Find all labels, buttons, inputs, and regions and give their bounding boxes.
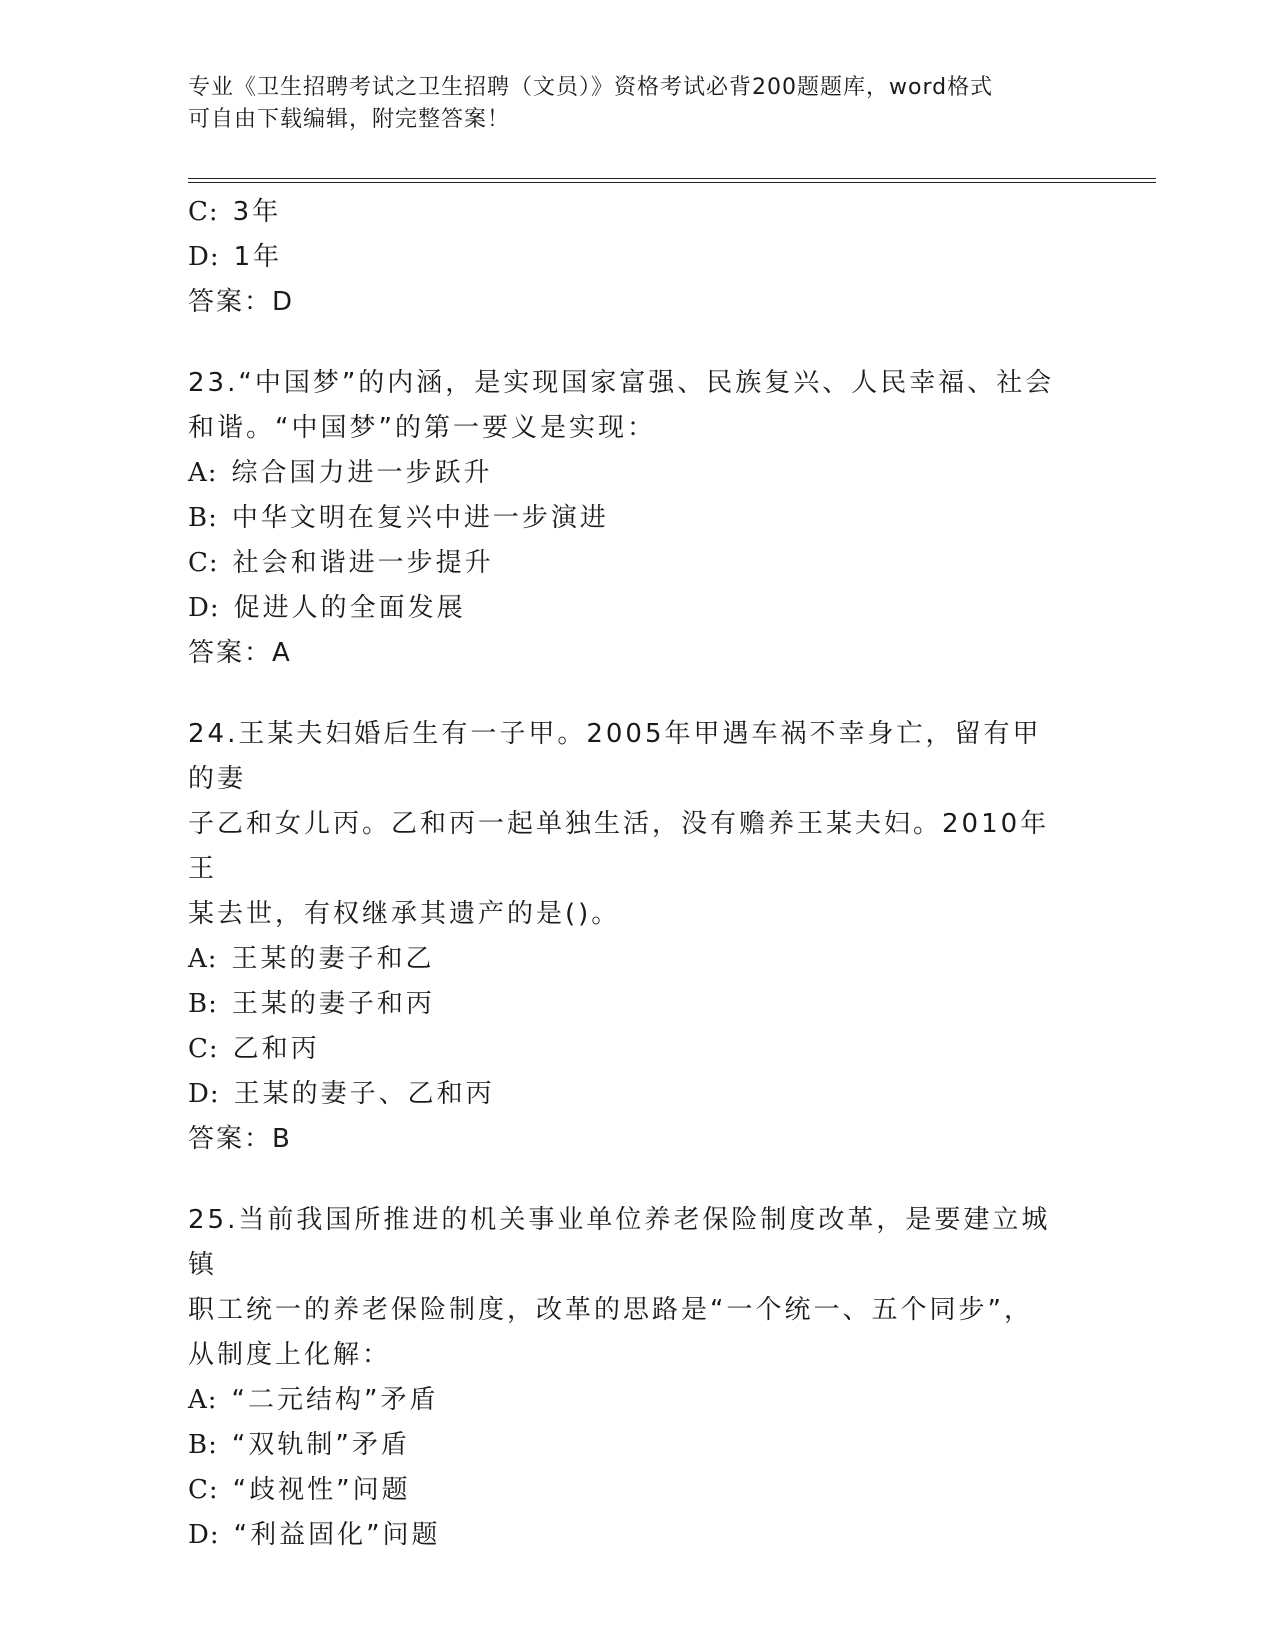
option-text: “二元结构”矛盾 — [231, 1385, 439, 1415]
page-header — [188, 72, 1088, 136]
option-letter: A: — [188, 944, 218, 974]
question-stem-line: 25.当前我国所推进的机关事业单位养老保险制度改革，是要建立城镇 — [188, 1205, 1051, 1280]
question-stem — [188, 712, 1068, 937]
option-text: 乙和丙 — [232, 1034, 320, 1064]
question-stem — [188, 1198, 1068, 1378]
header-title-line-2: 可自由下载编辑，附完整答案！ — [188, 107, 511, 132]
option-text: 1年 — [233, 242, 283, 272]
question-22-continuation — [188, 190, 1088, 325]
option-c — [188, 1468, 1088, 1513]
question-stem-line: 和谐。“中国梦”的第一要义是实现： — [188, 413, 656, 443]
option-letter: B: — [188, 503, 218, 533]
option-letter: B: — [188, 989, 218, 1019]
question-stem-line: 从制度上化解： — [188, 1340, 392, 1370]
option-text: “利益固化”问题 — [233, 1520, 441, 1550]
option-a — [188, 1378, 1088, 1423]
option-letter: D: — [188, 1520, 220, 1550]
option-text: 综合国力进一步跃升 — [231, 458, 493, 488]
question-23 — [188, 361, 1088, 676]
option-text: “歧视性”问题 — [232, 1475, 411, 1505]
question-24 — [188, 712, 1088, 1162]
answer-line: 答案：B — [188, 1124, 292, 1154]
option-letter: A: — [188, 1385, 218, 1415]
option-c — [188, 541, 1088, 586]
option-letter: A: — [188, 458, 218, 488]
option-text: “双轨制”矛盾 — [231, 1430, 410, 1460]
option-b — [188, 982, 1088, 1027]
question-25 — [188, 1198, 1088, 1558]
question-list — [188, 190, 1088, 1558]
option-c — [188, 190, 1088, 235]
header-title-line-1: 专业《卫生招聘考试之卫生招聘（文员）》资格考试必背200题题库，word格式 — [188, 75, 994, 100]
option-b — [188, 1423, 1088, 1468]
option-text: 社会和谐进一步提升 — [232, 548, 494, 578]
option-d — [188, 1513, 1088, 1558]
option-a — [188, 451, 1088, 496]
answer-line: 答案：D — [188, 287, 295, 317]
option-d — [188, 1072, 1088, 1117]
option-letter: D: — [188, 593, 220, 623]
question-stem-line: 24.王某夫妇婚后生有一子甲。2005年甲遇车祸不幸身亡，留有甲的妻 — [188, 719, 1042, 794]
option-letter: C: — [188, 1034, 219, 1064]
option-d — [188, 586, 1088, 631]
option-text: 王某的妻子和乙 — [231, 944, 435, 974]
option-text: 中华文明在复兴中进一步演进 — [231, 503, 609, 533]
option-letter: C: — [188, 548, 219, 578]
option-letter: C: — [188, 1475, 219, 1505]
option-letter: D: — [188, 1079, 220, 1109]
question-stem-line: 职工统一的养老保险制度，改革的思路是“一个统一、五个同步”， — [188, 1295, 1033, 1325]
option-letter: C: — [188, 197, 219, 227]
question-stem — [188, 361, 1068, 451]
option-a — [188, 937, 1088, 982]
question-stem-line: 23.“中国梦”的内涵，是实现国家富强、民族复兴、人民幸福、社会 — [188, 368, 1055, 398]
option-letter: B: — [188, 1430, 218, 1460]
option-c — [188, 1027, 1088, 1072]
option-text: 王某的妻子、乙和丙 — [233, 1079, 495, 1109]
question-stem-line: 子乙和女儿丙。乙和丙一起单独生活，没有赡养王某夫妇。2010年王 — [188, 809, 1050, 884]
answer-line: 答案：A — [188, 638, 292, 668]
header-divider — [188, 178, 1156, 183]
option-letter: D: — [188, 242, 220, 272]
option-text: 促进人的全面发展 — [233, 593, 466, 623]
option-d — [188, 235, 1088, 280]
question-stem-line: 某去世，有权继承其遗产的是()。 — [188, 899, 621, 929]
option-text: 3年 — [232, 197, 282, 227]
option-b — [188, 496, 1088, 541]
option-text: 王某的妻子和丙 — [231, 989, 435, 1019]
